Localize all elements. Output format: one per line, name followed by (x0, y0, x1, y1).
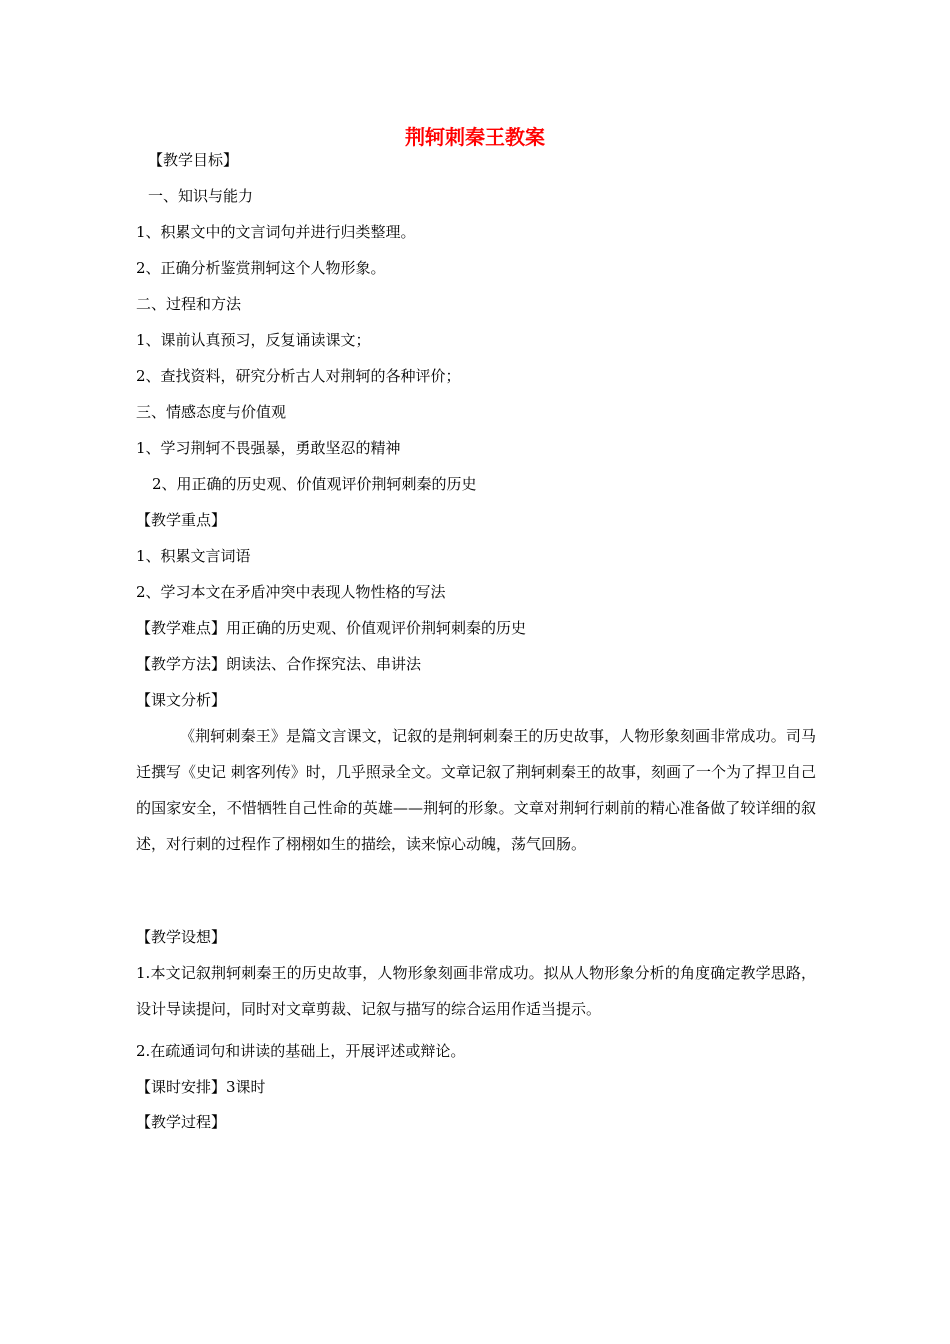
design-item: 2.在疏通词句和讲读的基础上，开展评述或辩论。 (136, 1042, 466, 1060)
key-point-item: 1、积累文言词语 (136, 547, 251, 565)
section-heading-teaching-goals: 【教学目标】 (148, 151, 239, 169)
goal-item: 1、课前认真预习，反复诵读课文； (136, 331, 371, 349)
goal-item: 2、用正确的历史观、价值观评价荆轲刺秦的历史 (152, 475, 477, 493)
goal-item: 2、正确分析鉴赏荆轲这个人物形象。 (136, 259, 386, 277)
section-methods: 【教学方法】朗读法、合作探究法、串讲法 (136, 655, 422, 673)
goal-item: 1、积累文中的文言词句并进行归类整理。 (136, 223, 416, 241)
section-heading-text-analysis: 【课文分析】 (136, 691, 227, 709)
design-item: 1.本文记叙荆轲刺秦王的历史故事，人物形象刻画非常成功。拟从人物形象分析的角度确定教学思路，设计导读提问，同时对文章剪裁、记叙与描写的综合运用作适当提示。 (136, 964, 816, 1018)
analysis-paragraph: 《荆轲刺秦王》是篇文言课文，记叙的是荆轲刺秦王的历史故事，人物形象刻画非常成功。司马迁撰写《史记 刺客列传》时，几乎照录全文。文章记叙了荆轲刺秦王的故事，刻画了一个为了捍卫自己的国家安全，不惜牺牲自己性命的英雄——荆轲的形象。文章对荆轲行刺前的精心准备做了较详细的叙述，对行刺的过程作了栩栩如生的描绘，读来惊心动魄，荡气回肠。 (136, 727, 816, 853)
subheading-knowledge-ability: 一、知识与能力 (148, 187, 254, 205)
goal-item: 1、学习荆轲不畏强暴，勇敢坚忍的精神 (136, 439, 401, 457)
section-heading-process: 【教学过程】 (136, 1113, 227, 1131)
goal-item: 2、查找资料，研究分析古人对荆轲的各种评价； (136, 367, 461, 385)
key-point-item: 2、学习本文在矛盾冲突中表现人物性格的写法 (136, 583, 446, 601)
section-difficulty: 【教学难点】用正确的历史观、价值观评价荆轲刺秦的历史 (136, 619, 527, 637)
document-title: 荆轲刺秦王教案 (405, 125, 545, 149)
section-heading-design: 【教学设想】 (136, 928, 227, 946)
subheading-process-method: 二、过程和方法 (136, 295, 242, 313)
section-schedule: 【课时安排】3课时 (136, 1078, 266, 1096)
subheading-emotion-values: 三、情感态度与价值观 (136, 403, 287, 421)
section-heading-key-points: 【教学重点】 (136, 511, 227, 529)
